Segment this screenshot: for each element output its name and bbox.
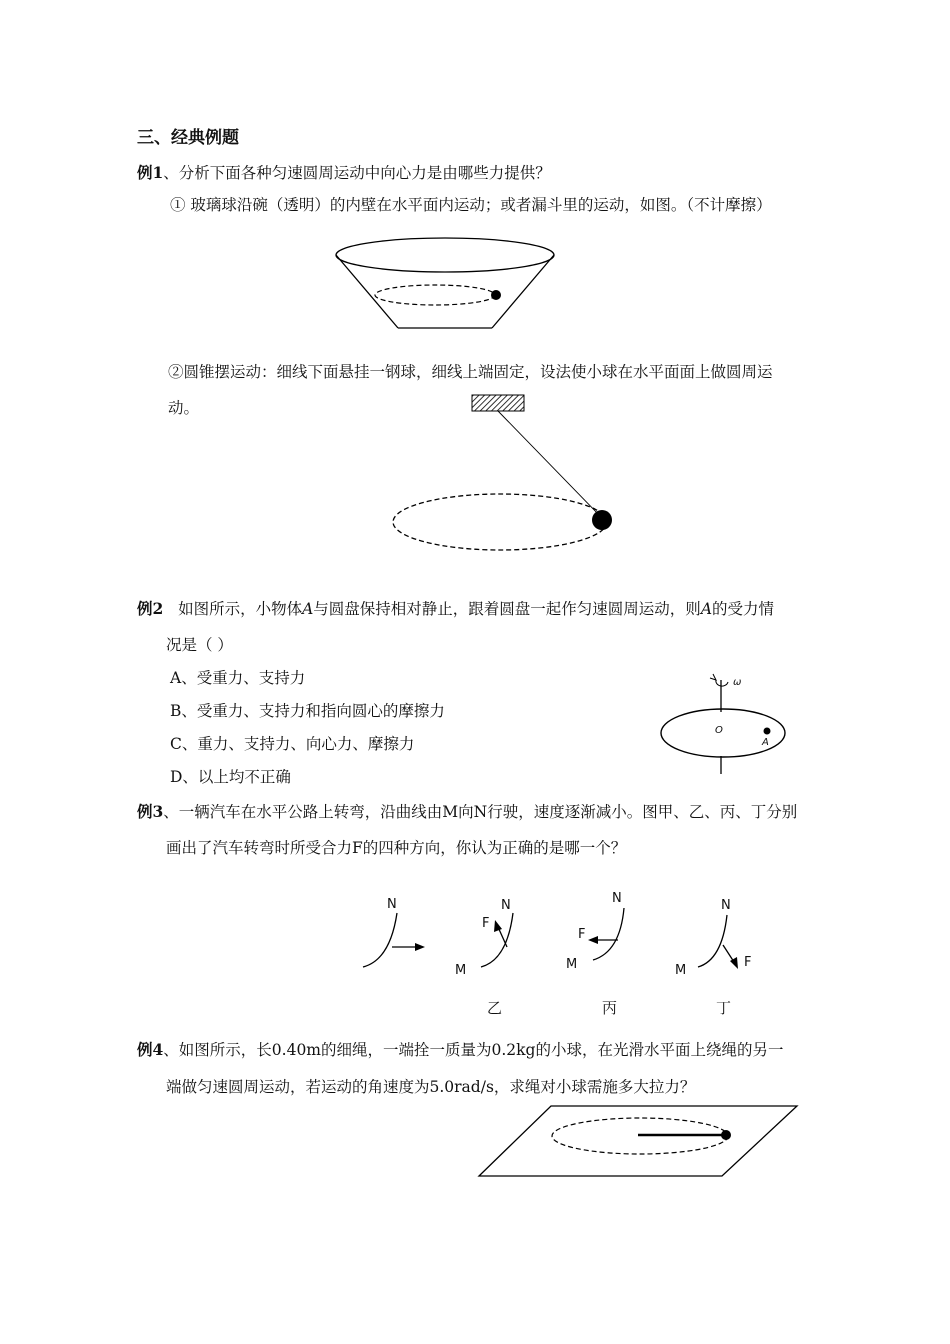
rotating-disk-figure [655, 668, 800, 778]
example-1-part-2: ②圆锥摆运动：细线下面悬挂一钢球，细线上端固定，设法使小球在水平面面上做圆周运 [168, 363, 773, 381]
example-4-question-cont: 端做匀速圆周运动，若运动的角速度为5.0rad/s，求绳对小球需施多大拉力？ [166, 1078, 696, 1096]
label-n: N [721, 898, 731, 913]
example-3-question [137, 802, 797, 822]
bowl-figure [330, 230, 560, 335]
example-3-question-cont: 画出了汽车转弯时所受合力F的四种方向，你认为正确的是哪一个？ [166, 839, 627, 857]
example-2-text-a: 如图所示，小物体 [178, 600, 303, 618]
curve-figure-yi [455, 895, 535, 975]
option-c: C、重力、支持力、向心力、摩擦力 [170, 735, 415, 753]
example-1-label: 例1 [137, 163, 164, 182]
omega-label: ω [733, 677, 742, 688]
var-a: A [700, 600, 713, 618]
label-f: F [744, 955, 752, 970]
caption-ding: 丁 [716, 999, 732, 1017]
example-2-text-b: 与圆盘保持相对静止，跟着圆盘一起作匀速圆周运动，则 [313, 600, 701, 618]
option-b: B、受重力、支持力和指向圆心的摩擦力 [170, 702, 445, 720]
example-2-text-c: 的受力情 [712, 600, 775, 618]
label-m: M [455, 963, 467, 978]
example-2-question-cont: 况是（ ） [166, 636, 233, 654]
label-m: M [675, 963, 687, 978]
example-2-question [137, 599, 774, 619]
label-n: N [387, 897, 397, 912]
caption-yi: 乙 [487, 999, 503, 1017]
conical-pendulum-figure [390, 393, 620, 558]
option-a: A、受重力、支持力 [170, 669, 306, 687]
caption-bing: 丙 [602, 999, 618, 1017]
example-3-label: 例3 [137, 802, 164, 821]
example-4-label: 例4 [137, 1040, 164, 1059]
label-f: F [578, 927, 586, 942]
example-1-question [137, 163, 551, 183]
point-a-label: A [762, 737, 769, 748]
label-f: F [482, 916, 490, 931]
label-n: N [501, 898, 511, 913]
center-o-label: O [715, 725, 723, 736]
label-n: N [612, 891, 622, 906]
section-title: 三、经典例题 [137, 128, 239, 148]
horizontal-plane-figure [475, 1100, 805, 1185]
example-2-label: 例2 [137, 599, 164, 618]
example-1-part-2-cont: 动。 [168, 399, 200, 417]
example-1-text: 、分析下面各种匀速圆周运动中向心力是由哪些力提供？ [163, 164, 551, 182]
example-4-text: 、如图所示，长0.40m的细绳，一端拴一质量为0.2kg的小球，在光滑水平面上绕绳的另一 [163, 1041, 784, 1059]
label-m: M [566, 957, 578, 972]
example-1-part-1: ① 玻璃球沿碗（透明）的内壁在水平面内运动；或者漏斗里的运动，如图。（不计摩擦） [170, 196, 772, 214]
option-d: D、以上均不正确 [170, 768, 291, 786]
example-4-question [137, 1040, 783, 1060]
example-3-text: 、一辆汽车在水平公路上转弯，沿曲线由M向N行驶，速度逐渐减小。图甲、乙、丙、丁分别 [163, 803, 798, 821]
var-a: A [302, 600, 314, 618]
